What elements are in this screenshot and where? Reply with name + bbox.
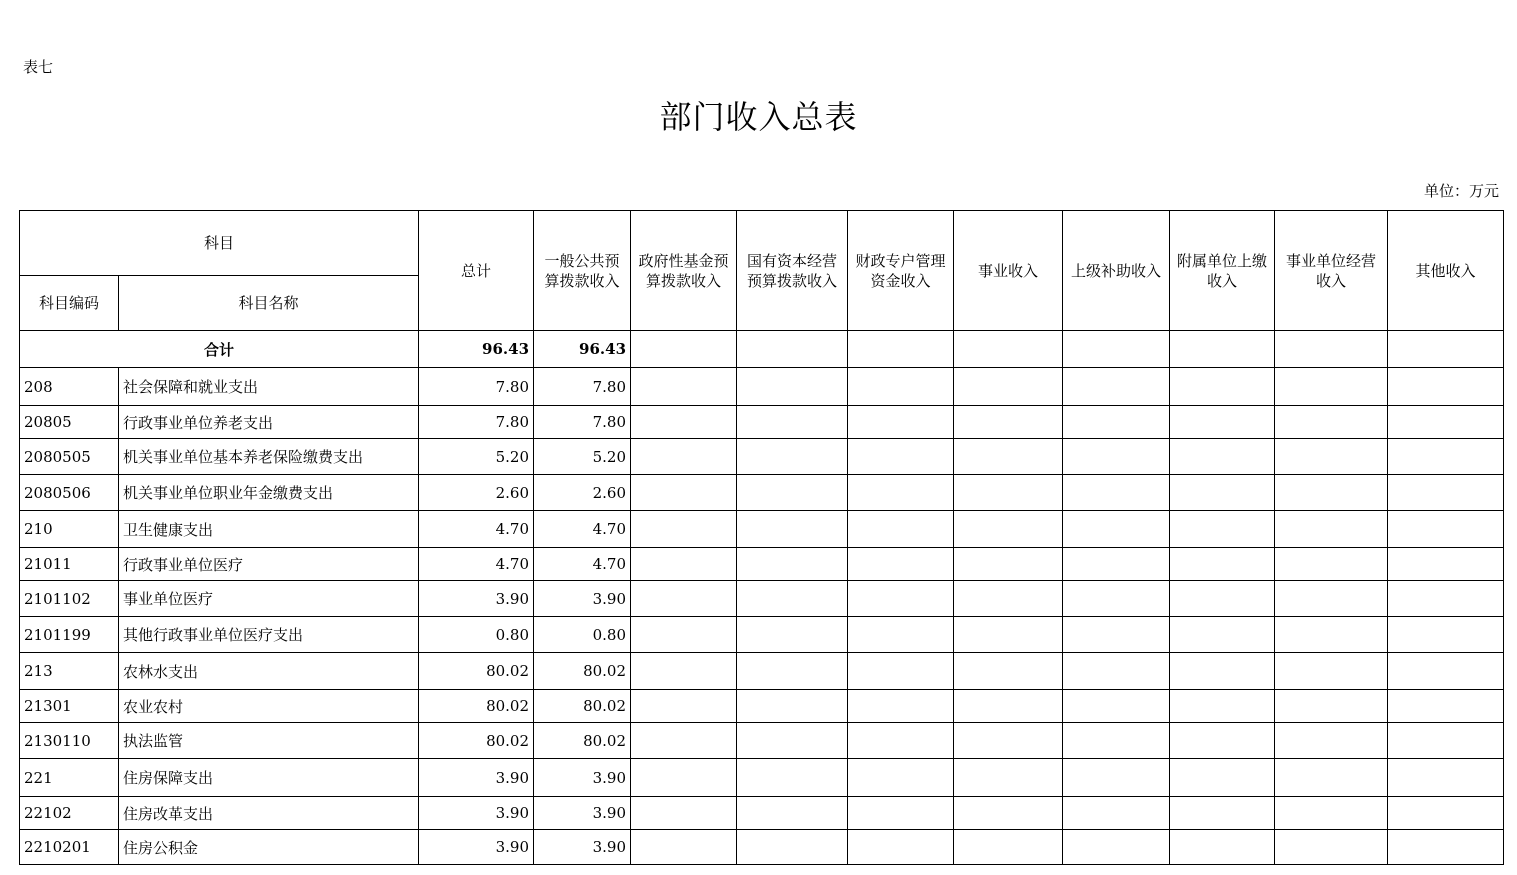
subject-code: 2210201 <box>20 830 119 865</box>
empty-cell <box>737 581 848 617</box>
subject-code: 21301 <box>20 690 119 723</box>
empty-cell <box>1170 653 1275 690</box>
row-general: 7.80 <box>534 368 631 406</box>
row-general: 5.20 <box>534 439 631 475</box>
empty-cell <box>1063 759 1170 797</box>
empty-cell <box>1170 830 1275 865</box>
subject-name: 社会保障和就业支出 <box>119 368 419 406</box>
row-general: 3.90 <box>534 830 631 865</box>
subject-code: 2080505 <box>20 439 119 475</box>
header-col-state-capital: 国有资本经营预算拨款收入 <box>737 211 848 331</box>
table-row <box>20 406 1504 439</box>
row-total: 3.90 <box>419 797 534 830</box>
header-col-general: 一般公共预算拨款收入 <box>534 211 631 331</box>
empty-cell <box>954 797 1063 830</box>
empty-cell <box>848 653 954 690</box>
subject-code: 213 <box>20 653 119 690</box>
empty-cell <box>1170 475 1275 511</box>
empty-cell <box>1388 617 1504 653</box>
empty-cell <box>1063 439 1170 475</box>
table-row <box>20 690 1504 723</box>
header-subject-code: 科目编码 <box>20 276 119 331</box>
empty-cell <box>954 511 1063 548</box>
header-col-total: 总计 <box>419 211 534 331</box>
empty-cell <box>848 797 954 830</box>
page-title: 部门收入总表 <box>659 98 858 136</box>
empty-cell <box>1275 653 1388 690</box>
subject-name: 农业农村 <box>119 690 419 723</box>
empty-cell <box>1170 439 1275 475</box>
empty-cell <box>1388 511 1504 548</box>
empty-cell <box>737 548 848 581</box>
empty-cell <box>954 475 1063 511</box>
empty-cell <box>1063 617 1170 653</box>
empty-cell <box>737 653 848 690</box>
empty-cell <box>954 548 1063 581</box>
empty-cell <box>631 439 737 475</box>
empty-cell <box>1275 406 1388 439</box>
empty-cell <box>848 548 954 581</box>
empty-cell <box>1275 368 1388 406</box>
subject-code: 20805 <box>20 406 119 439</box>
empty-cell <box>1170 690 1275 723</box>
header-col-superior-subsidy: 上级补助收入 <box>1063 211 1170 331</box>
row-total: 0.80 <box>419 617 534 653</box>
row-general: 3.90 <box>534 797 631 830</box>
row-general: 80.02 <box>534 653 631 690</box>
empty-cell <box>1063 581 1170 617</box>
empty-cell <box>1388 830 1504 865</box>
header-col-operations: 事业单位经营收入 <box>1275 211 1388 331</box>
header-col-business: 事业收入 <box>954 211 1063 331</box>
row-total: 4.70 <box>419 511 534 548</box>
table-row <box>20 797 1504 830</box>
header-subject-name: 科目名称 <box>119 276 419 331</box>
empty-cell <box>1063 797 1170 830</box>
empty-cell <box>1170 723 1275 759</box>
empty-cell <box>848 723 954 759</box>
income-table <box>19 210 1504 865</box>
table-row <box>20 653 1504 690</box>
subject-code: 21011 <box>20 548 119 581</box>
empty-cell <box>954 759 1063 797</box>
empty-cell <box>1388 723 1504 759</box>
empty-cell <box>1388 406 1504 439</box>
empty-cell <box>631 368 737 406</box>
empty-cell <box>1063 830 1170 865</box>
empty-cell <box>1063 548 1170 581</box>
empty-cell <box>1388 581 1504 617</box>
empty-cell <box>737 797 848 830</box>
empty-cell <box>954 723 1063 759</box>
unit-label: 单位：万元 <box>1423 182 1499 200</box>
empty-cell <box>1275 759 1388 797</box>
empty-cell <box>1170 759 1275 797</box>
row-general: 7.80 <box>534 406 631 439</box>
total-label: 合计 <box>20 331 419 368</box>
empty-cell <box>1063 475 1170 511</box>
subject-name: 卫生健康支出 <box>119 511 419 548</box>
subject-code: 2101102 <box>20 581 119 617</box>
empty-cell <box>1275 548 1388 581</box>
empty-cell <box>848 830 954 865</box>
header-col-affiliated: 附属单位上缴收入 <box>1170 211 1275 331</box>
subject-name: 执法监管 <box>119 723 419 759</box>
empty-cell <box>737 511 848 548</box>
table-row <box>20 511 1504 548</box>
empty-cell <box>1063 690 1170 723</box>
empty-cell <box>954 653 1063 690</box>
row-general: 2.60 <box>534 475 631 511</box>
empty-cell <box>1170 406 1275 439</box>
empty-cell <box>848 368 954 406</box>
row-total: 80.02 <box>419 690 534 723</box>
empty-cell <box>1063 406 1170 439</box>
empty-cell <box>1170 797 1275 830</box>
empty-cell <box>1275 797 1388 830</box>
empty-cell <box>631 690 737 723</box>
total-value: 96.43 <box>419 331 534 368</box>
empty-cell <box>848 759 954 797</box>
empty-cell <box>848 690 954 723</box>
subject-name: 其他行政事业单位医疗支出 <box>119 617 419 653</box>
empty-cell <box>1388 690 1504 723</box>
empty-cell <box>1388 759 1504 797</box>
empty-cell <box>737 723 848 759</box>
total-general-value: 96.43 <box>534 331 631 368</box>
empty-cell <box>631 653 737 690</box>
subject-name: 机关事业单位基本养老保险缴费支出 <box>119 439 419 475</box>
subject-name: 住房保障支出 <box>119 759 419 797</box>
subject-code: 210 <box>20 511 119 548</box>
row-total: 3.90 <box>419 581 534 617</box>
empty-cell <box>1170 581 1275 617</box>
empty-cell <box>1275 830 1388 865</box>
empty-cell <box>954 439 1063 475</box>
row-general: 4.70 <box>534 548 631 581</box>
total-row <box>20 331 1504 368</box>
empty-cell <box>1063 368 1170 406</box>
row-general: 0.80 <box>534 617 631 653</box>
row-general: 80.02 <box>534 723 631 759</box>
subject-name: 住房改革支出 <box>119 797 419 830</box>
empty-cell <box>737 759 848 797</box>
empty-cell <box>1170 617 1275 653</box>
empty-cell <box>1388 548 1504 581</box>
row-general: 4.70 <box>534 511 631 548</box>
table-row <box>20 548 1504 581</box>
header-col-gov-fund: 政府性基金预算拨款收入 <box>631 211 737 331</box>
empty-cell <box>848 581 954 617</box>
empty-cell <box>631 830 737 865</box>
subject-name: 农林水支出 <box>119 653 419 690</box>
empty-cell <box>631 548 737 581</box>
subject-name: 住房公积金 <box>119 830 419 865</box>
empty-cell <box>954 617 1063 653</box>
row-general: 80.02 <box>534 690 631 723</box>
empty-cell <box>954 830 1063 865</box>
subject-code: 2130110 <box>20 723 119 759</box>
empty-cell <box>1063 653 1170 690</box>
empty-cell <box>1275 617 1388 653</box>
row-total: 80.02 <box>419 723 534 759</box>
empty-cell <box>737 690 848 723</box>
row-general: 3.90 <box>534 759 631 797</box>
empty-cell <box>1170 368 1275 406</box>
row-total: 7.80 <box>419 368 534 406</box>
empty-cell <box>737 439 848 475</box>
empty-cell <box>1388 475 1504 511</box>
table-row <box>20 475 1504 511</box>
empty-cell <box>1388 368 1504 406</box>
row-total: 7.80 <box>419 406 534 439</box>
empty-cell <box>1388 797 1504 830</box>
empty-cell <box>954 581 1063 617</box>
subject-code: 208 <box>20 368 119 406</box>
row-total: 4.70 <box>419 548 534 581</box>
subject-name: 事业单位医疗 <box>119 581 419 617</box>
empty-cell <box>1275 581 1388 617</box>
empty-cell <box>954 690 1063 723</box>
table-row <box>20 368 1504 406</box>
empty-cell <box>1275 690 1388 723</box>
empty-cell <box>848 439 954 475</box>
empty-cell <box>954 368 1063 406</box>
table-row <box>20 723 1504 759</box>
subject-code: 22102 <box>20 797 119 830</box>
empty-cell <box>737 406 848 439</box>
empty-cell <box>1170 548 1275 581</box>
table-row <box>20 617 1504 653</box>
subject-name: 机关事业单位职业年金缴费支出 <box>119 475 419 511</box>
empty-cell <box>848 617 954 653</box>
table-row <box>20 759 1504 797</box>
empty-cell <box>848 475 954 511</box>
row-total: 80.02 <box>419 653 534 690</box>
subject-code: 2080506 <box>20 475 119 511</box>
empty-cell <box>1388 653 1504 690</box>
empty-cell <box>1063 511 1170 548</box>
empty-cell <box>631 723 737 759</box>
empty-cell <box>848 511 954 548</box>
subject-name: 行政事业单位医疗 <box>119 548 419 581</box>
subject-name: 行政事业单位养老支出 <box>119 406 419 439</box>
empty-cell <box>1275 475 1388 511</box>
empty-cell <box>1275 511 1388 548</box>
empty-cell <box>848 406 954 439</box>
row-total: 3.90 <box>419 759 534 797</box>
header-col-special-account: 财政专户管理资金收入 <box>848 211 954 331</box>
table-row <box>20 439 1504 475</box>
empty-cell <box>631 475 737 511</box>
table-row <box>20 830 1504 865</box>
empty-cell <box>631 759 737 797</box>
empty-cell <box>737 830 848 865</box>
row-total: 5.20 <box>419 439 534 475</box>
empty-cell <box>631 797 737 830</box>
row-total: 3.90 <box>419 830 534 865</box>
table-number-label: 表七 <box>23 58 54 76</box>
empty-cell <box>631 617 737 653</box>
empty-cell <box>1063 723 1170 759</box>
empty-cell <box>1275 723 1388 759</box>
header-col-other: 其他收入 <box>1388 211 1504 331</box>
empty-cell <box>737 475 848 511</box>
table-row <box>20 581 1504 617</box>
row-general: 3.90 <box>534 581 631 617</box>
empty-cell <box>737 368 848 406</box>
header-subject: 科目 <box>20 211 419 276</box>
empty-cell <box>631 511 737 548</box>
empty-cell <box>1170 511 1275 548</box>
empty-cell <box>737 617 848 653</box>
empty-cell <box>631 581 737 617</box>
subject-code: 221 <box>20 759 119 797</box>
empty-cell <box>1275 439 1388 475</box>
empty-cell <box>631 406 737 439</box>
empty-cell <box>954 406 1063 439</box>
row-total: 2.60 <box>419 475 534 511</box>
empty-cell <box>1388 439 1504 475</box>
subject-code: 2101199 <box>20 617 119 653</box>
